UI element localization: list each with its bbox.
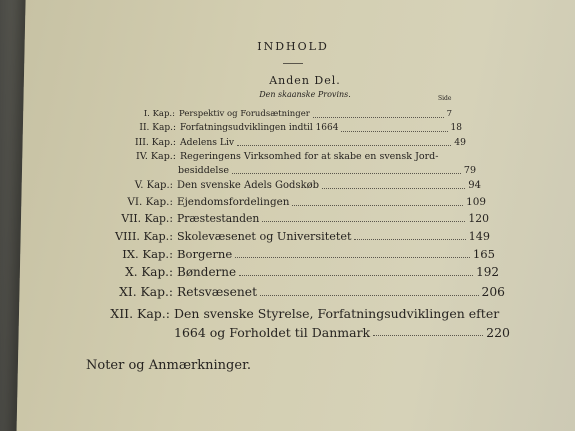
leader-dots (354, 239, 465, 240)
chapter-page: 79 (463, 165, 476, 176)
toc-entry (77, 285, 505, 299)
page-column-label: Side (438, 95, 452, 102)
leader-dots (235, 257, 470, 258)
chapter-title: Retsvæsenet (177, 285, 258, 299)
chapter-number: I. Kap.: (143, 109, 175, 119)
chapter-title-continuation: 1664 og Forholdet til Danmark (174, 325, 371, 340)
chapter-page: 7 (446, 109, 452, 119)
toc-entry (95, 212, 489, 225)
leader-dots (232, 173, 461, 174)
chapter-title: Den svenske Adels Godskøb (177, 180, 320, 191)
toc-entry (81, 265, 499, 279)
leader-dots (239, 275, 473, 276)
toc-entry (70, 306, 510, 321)
chapter-page: 94 (468, 180, 481, 191)
chapter-title: Præstestanden (177, 212, 260, 225)
chapter-page: 192 (476, 265, 499, 279)
toc-entry-continuation (178, 165, 476, 176)
chapter-title: Ejendomsfordelingen (177, 196, 290, 208)
chapter-number: V. Kap.: (134, 180, 173, 191)
chapter-page: 18 (450, 123, 462, 133)
toc-heading: INDHOLD (257, 40, 329, 53)
chapter-number: VI. Kap.: (127, 196, 173, 208)
chapter-title: Borgerne (177, 247, 233, 261)
chapter-number: XI. Kap.: (119, 285, 173, 299)
chapter-number: X. Kap.: (125, 265, 173, 279)
leader-dots (322, 188, 465, 189)
chapter-page: 206 (481, 285, 505, 299)
chapter-number: IX. Kap.: (122, 247, 173, 261)
chapter-page: 149 (468, 230, 490, 243)
leader-dots (292, 205, 463, 206)
heading-rule (283, 63, 303, 64)
part-subtitle: Den skaanske Provins. (259, 90, 351, 99)
chapter-number: IV. Kap.: (135, 151, 176, 162)
chapter-title-continuation: besiddelse (178, 165, 229, 176)
chapter-number: XII. Kap.: (110, 306, 170, 321)
toc-entry (110, 151, 470, 162)
chapter-number: VIII. Kap.: (115, 230, 173, 243)
leader-dots (260, 295, 478, 296)
chapter-title: Adelens Liv (180, 137, 235, 148)
chapter-page: 120 (468, 212, 489, 225)
chapter-title: Regeringens Virksomhed for at skabe en svensk Jord- (180, 151, 439, 162)
leader-dots (341, 131, 447, 132)
notes-entry: Noter og Anmærkninger. (86, 358, 251, 373)
chapter-title: Skolevæsenet og Universitetet (177, 230, 352, 243)
chapter-number: III. Kap.: (135, 137, 176, 148)
chapter-title: Perspektiv og Forudsætninger (179, 109, 310, 119)
part-title: Anden Del. (269, 74, 341, 87)
toc-entry (103, 180, 481, 191)
toc-entry (117, 123, 462, 133)
chapter-title: Forfatningsudviklingen indtil 1664 (180, 123, 339, 133)
chapter-page: 165 (472, 247, 495, 261)
toc-entry (86, 247, 495, 261)
chapter-number: VII. Kap.: (121, 212, 173, 225)
toc-entry (99, 196, 486, 208)
toc-entry (114, 137, 466, 148)
leader-dots (373, 335, 483, 336)
toc-entry (90, 230, 490, 243)
chapter-page: 220 (486, 325, 510, 340)
toc-entry-continuation (174, 325, 510, 340)
leader-dots (262, 221, 465, 222)
chapter-page: 109 (466, 196, 486, 208)
chapter-page: 49 (454, 137, 466, 148)
leader-dots (237, 145, 451, 146)
chapter-title: Bønderne (177, 265, 237, 279)
toc-entry (120, 109, 452, 119)
chapter-number: II. Kap.: (139, 123, 176, 133)
chapter-title: Den svenske Styrelse, Forfatningsudviklingen efter (174, 306, 500, 321)
leader-dots (313, 117, 444, 118)
